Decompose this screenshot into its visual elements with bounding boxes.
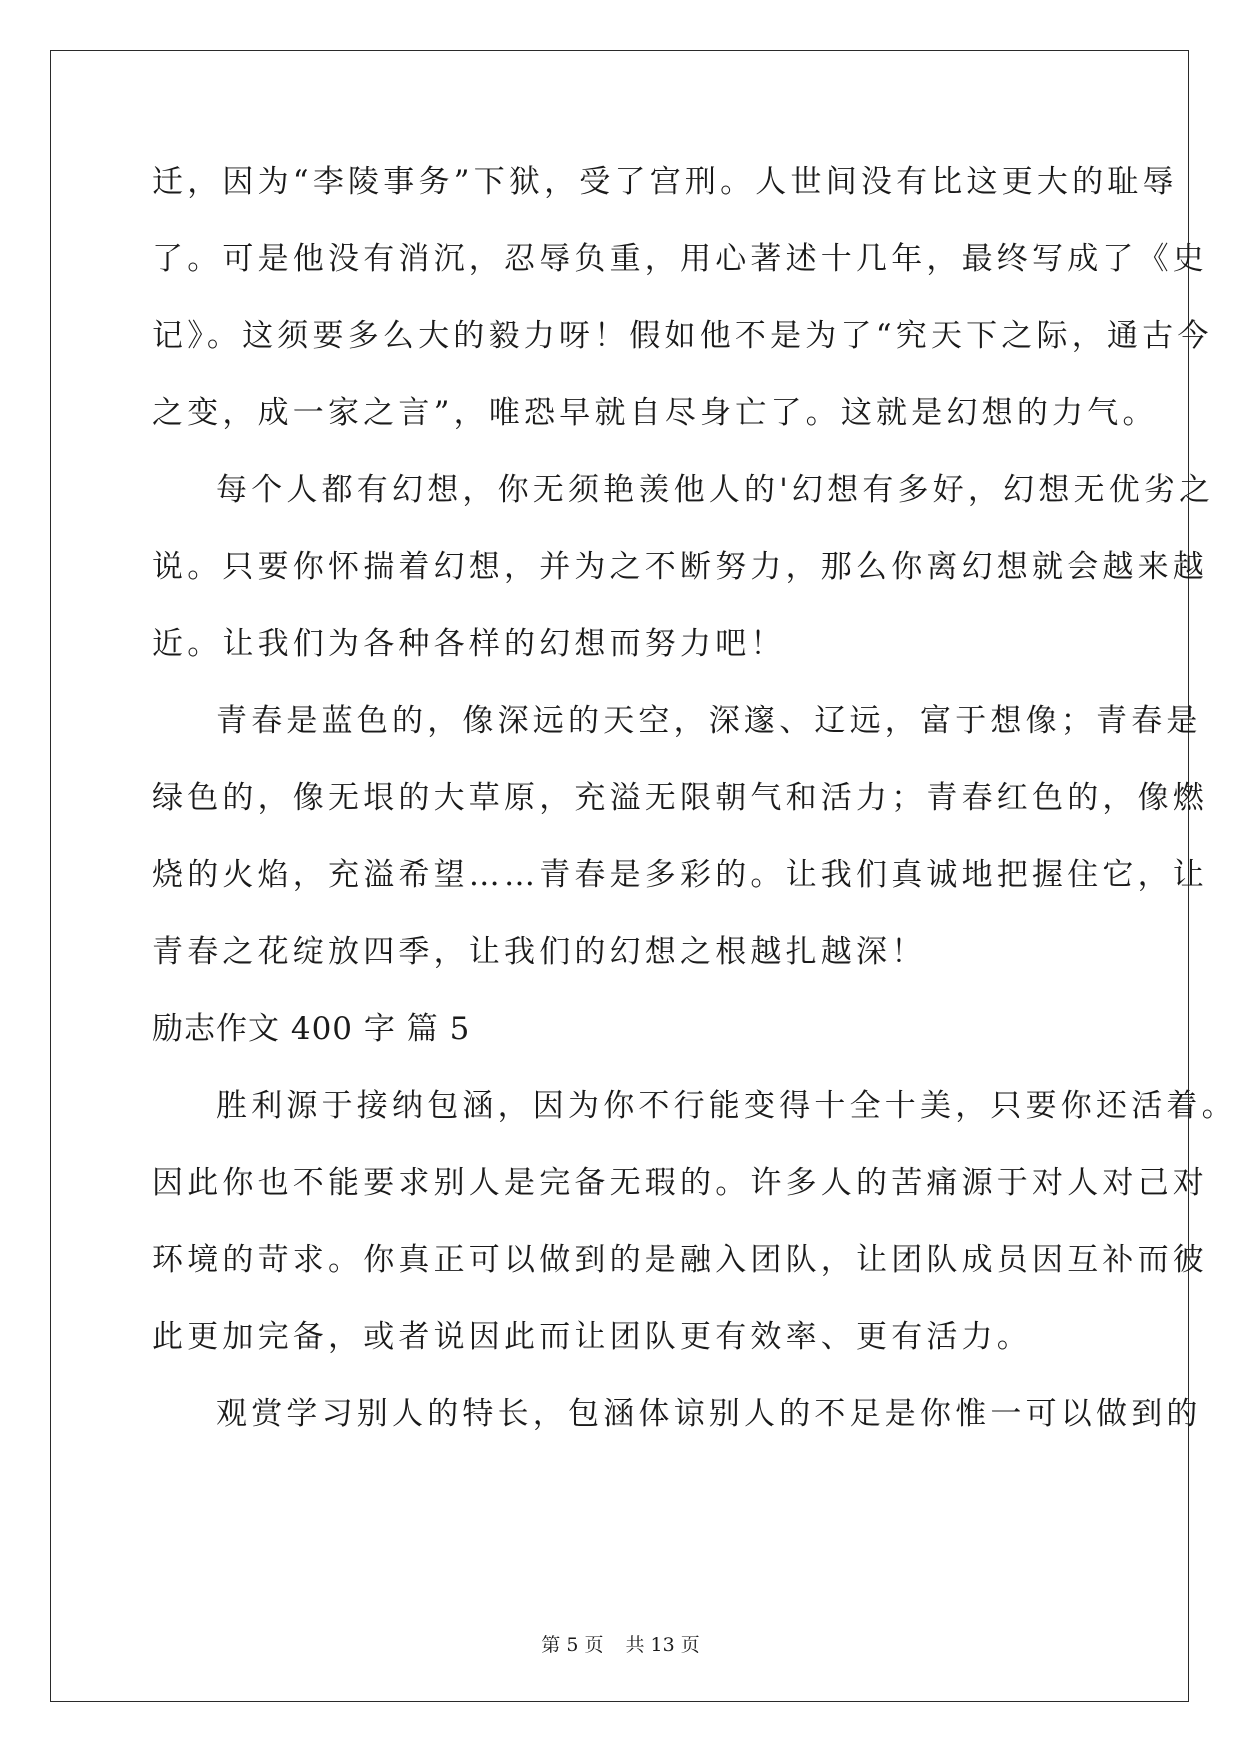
paragraph-first-line: 每个人都有幻想，你无须艳羡他人的'幻想有多好，幻想无优劣之 xyxy=(216,472,1215,508)
section-heading: 励志作文 400 字 篇 5 xyxy=(152,1011,471,1047)
text-line: 绿色的，像无垠的大草原，充溢无限朝气和活力；青春红色的，像燃 xyxy=(152,780,1208,816)
text-line: 说。只要你怀揣着幻想，并为之不断努力，那么你离幻想就会越来越 xyxy=(152,549,1208,585)
text-line: 此更加完备，或者说因此而让团队更有效率、更有活力。 xyxy=(152,1319,1032,1355)
text-line: 迁，因为“李陵事务”下狱，受了宫刑。人世间没有比这更大的耻辱 xyxy=(152,164,1178,200)
paragraph-first-line: 胜利源于接纳包涵，因为你不行能变得十全十美，只要你还活着。 xyxy=(216,1088,1237,1124)
page-number-total: 共 13 页 xyxy=(625,1634,700,1656)
page-number-current: 第 5 页 xyxy=(541,1634,604,1656)
text-line: 环境的苛求。你真正可以做到的是融入团队，让团队成员因互补而彼 xyxy=(152,1242,1208,1278)
text-line: 近。让我们为各种各样的幻想而努力吧！ xyxy=(152,626,786,662)
text-line: 烧的火焰，充溢希望……青春是多彩的。让我们真诚地把握住它，让 xyxy=(152,857,1208,893)
text-line: 因此你也不能要求别人是完备无瑕的。许多人的苦痛源于对人对己对 xyxy=(152,1165,1208,1201)
text-line: 青春之花绽放四季，让我们的幻想之根越扎越深！ xyxy=(152,934,927,970)
paragraph-first-line: 观赏学习别人的特长，包涵体谅别人的不足是你惟一可以做到的 xyxy=(216,1396,1202,1432)
text-line: 记》。这须要多么大的毅力呀！假如他不是为了“究天下之际，通古今 xyxy=(152,318,1213,354)
text-line: 之变，成一家之言”，唯恐早就自尽身亡了。这就是幻想的力气。 xyxy=(152,395,1158,431)
paragraph-first-line: 青春是蓝色的，像深远的天空，深邃、辽远，富于想像；青春是 xyxy=(216,703,1202,739)
page-footer xyxy=(0,1633,1241,1657)
text-line: 了。可是他没有消沉，忍辱负重，用心著述十几年，最终写成了《史 xyxy=(152,241,1208,277)
document-body xyxy=(152,160,1237,1469)
